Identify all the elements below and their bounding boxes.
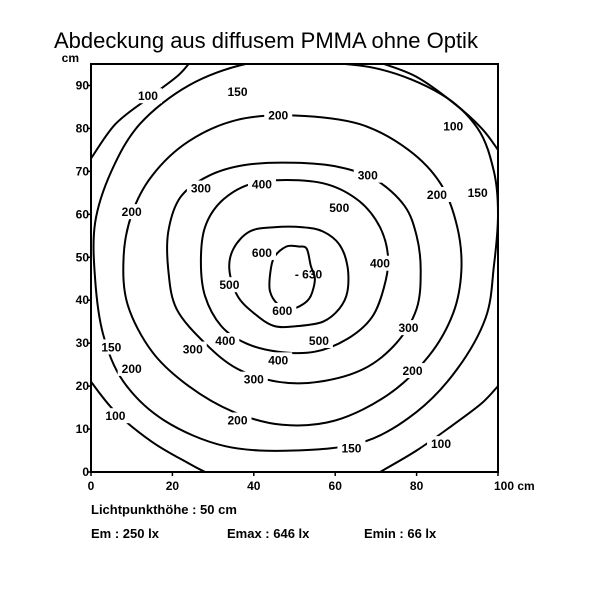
contour-label-200-0: 200	[268, 108, 289, 123]
contour-label-300-1: 300	[398, 321, 419, 336]
x-tick-label-0: 0	[87, 479, 95, 493]
x-tick-label-80: 80	[409, 479, 424, 493]
y-axis-label: cm	[61, 51, 79, 65]
y-tick-label-20: 20	[75, 379, 89, 394]
contour-label-100-0: 100	[137, 89, 158, 104]
contour-label-600-0: 600	[251, 245, 272, 260]
contour-label-300-4: 300	[190, 181, 211, 196]
y-tick-label-90: 90	[75, 78, 89, 93]
contour-label-100-1: 100	[443, 119, 464, 134]
x-tick-label-60: 60	[328, 479, 342, 493]
y-tick-label-70: 70	[75, 164, 89, 179]
contour-label-500-1: 500	[308, 334, 329, 349]
y-tick-label-10: 10	[75, 422, 89, 437]
contour-label-200-5: 200	[121, 205, 142, 220]
y-tick-label-40: 40	[75, 293, 89, 308]
x-tick-label-20: 20	[165, 479, 180, 493]
min-illuminance-text: Emin : 66 lx	[364, 526, 437, 541]
contour-line-100-2	[91, 382, 205, 472]
contour-label-200-3: 200	[227, 413, 248, 428]
y-tick-label-30: 30	[75, 336, 89, 351]
x-tick-label-40: 40	[247, 479, 261, 493]
contour-label-500-2: 500	[219, 278, 240, 293]
contour-line-100-3	[380, 386, 498, 472]
contour-label-150-0: 150	[227, 84, 248, 99]
contour-label-200-4: 200	[121, 361, 142, 376]
max-illuminance-text: Emax : 646 lx	[227, 526, 310, 541]
contour-label-400-0: 400	[251, 177, 272, 192]
contour-label-200-2: 200	[402, 364, 423, 379]
average-illuminance-text: Em : 250 lx	[91, 526, 159, 541]
label-layer	[97, 84, 491, 455]
chart-title: Abdeckung aus diffusem PMMA ohne Optik	[54, 28, 478, 53]
contour-label-500-0: 500	[329, 200, 350, 215]
y-tick-label-50: 50	[75, 250, 89, 265]
contour-label-400-1: 400	[369, 256, 390, 271]
contour-label-600-1: 600	[272, 303, 293, 318]
contour-line-100-1	[384, 64, 498, 150]
contour-label-400-3: 400	[215, 334, 236, 349]
contour-label-150-3: 150	[101, 340, 122, 355]
contour-label-300-3: 300	[182, 342, 203, 357]
y-tick-label-60: 60	[75, 207, 89, 222]
contour-label-400-2: 400	[268, 353, 289, 368]
contour-label-100-3: 100	[431, 437, 452, 452]
contour-label-300-0: 300	[357, 168, 378, 183]
y-tick-label-80: 80	[75, 121, 89, 136]
mounting-height-text: Lichtpunkthöhe : 50 cm	[91, 502, 237, 517]
contour-label-200-1: 200	[426, 187, 447, 202]
contour-label-150-2: 150	[341, 441, 362, 456]
contour-label-100-2: 100	[105, 409, 126, 424]
contour-label-300-2: 300	[243, 372, 264, 387]
contour-line-150-0	[94, 61, 498, 451]
y-tick-label-0: 0	[82, 465, 89, 479]
contour-line-100-0	[91, 64, 189, 159]
peak-label: - 630	[294, 267, 323, 282]
x-tick-label-100: 100 cm	[494, 479, 535, 493]
contour-label-150-1: 150	[467, 185, 488, 200]
